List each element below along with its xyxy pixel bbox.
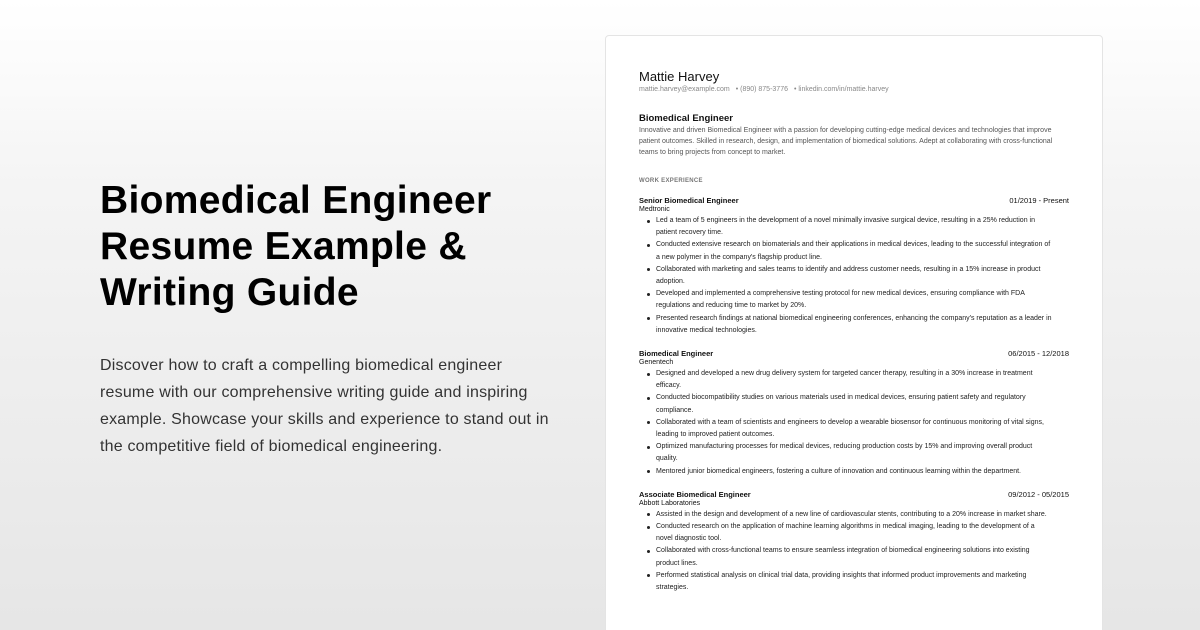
resume-summary: Innovative and driven Biomedical Engineer with a passion for developing cutting-edge medical devices and technologies that improve patient outcomes. Skilled in research, design, and implementation of biomedical solutions. Adept at collaborating with cross-functional teams to bring projects from concept to market. bbox=[639, 127, 1053, 156]
job-header bbox=[639, 490, 1069, 499]
job-bullet: Mentored junior biomedical engineers, fostering a culture of innovation and continuous learning within the department. bbox=[645, 466, 1053, 478]
contact-linkedin: • linkedin.com/in/mattie.harvey bbox=[793, 86, 889, 93]
job-bullets bbox=[639, 509, 1069, 594]
resume-title: Biomedical Engineer bbox=[639, 113, 733, 124]
job-bullets bbox=[639, 368, 1069, 478]
job-bullet: Conducted research on the application of machine learning algorithms in medical imaging, leading to the development of a novel diagnostic tool. bbox=[645, 521, 1053, 545]
resume-name: Mattie Harvey bbox=[639, 69, 720, 84]
job-dates: 01/2019 - Present bbox=[1009, 196, 1069, 205]
job-header bbox=[639, 196, 1069, 205]
job-dates: 09/2012 - 05/2015 bbox=[1008, 489, 1069, 499]
section-heading-work: WORK EXPERIENCE bbox=[639, 178, 703, 184]
job-bullet: Designed and developed a new drug delivery system for targeted cancer therapy, resulting in a 30% increase in treatment efficacy. bbox=[645, 368, 1053, 392]
job-title: Associate Biomedical Engineer bbox=[639, 489, 751, 499]
job-company: Abbott Laboratories bbox=[639, 499, 701, 507]
job-bullet: Led a team of 5 engineers in the development of a novel minimally invasive surgical device, resulting in a 25% reduction in patient recovery time. bbox=[645, 215, 1053, 239]
job-header bbox=[639, 349, 1069, 358]
resume-contact bbox=[639, 86, 1069, 93]
job-bullet: Developed and implemented a comprehensive testing protocol for new medical devices, ensuring compliance with FDA regulations and reducing time to market by 20%. bbox=[645, 288, 1053, 312]
job-bullet: Performed statistical analysis on clinical trial data, providing insights that informed product improvements and marketing strategies. bbox=[645, 570, 1053, 594]
work-experience-list bbox=[639, 196, 1069, 594]
job-entry bbox=[639, 490, 1069, 594]
job-company: Medtronic bbox=[639, 206, 670, 213]
job-entry bbox=[639, 196, 1069, 337]
resume-preview bbox=[605, 35, 1103, 630]
job-bullets bbox=[639, 215, 1069, 337]
job-bullet: Collaborated with cross-functional teams to ensure seamless integration of biomedical engineering solutions into existing product lines. bbox=[645, 545, 1053, 569]
job-bullet: Presented research findings at national biomedical engineering conferences, enhancing the company's reputation as a leader in innovative medical technologies. bbox=[645, 313, 1053, 337]
job-bullet: Optimized manufacturing processes for medical devices, reducing production costs by 15% and improving overall product quality. bbox=[645, 441, 1053, 465]
page-title: Biomedical Engineer Resume Example & Writing Guide bbox=[100, 179, 492, 314]
job-title: Biomedical Engineer bbox=[639, 349, 714, 359]
job-company: Genentech bbox=[639, 359, 674, 367]
contact-phone: • (890) 875-3776 bbox=[735, 86, 788, 93]
job-bullet: Conducted extensive research on biomaterials and their applications in medical devices, leading to the successful integration of a new polymer in the company's flagship product line. bbox=[645, 239, 1053, 263]
contact-email: mattie.harvey@example.com bbox=[639, 86, 730, 93]
job-bullet: Conducted biocompatibility studies on various materials used in medical devices, ensuring patient safety and regulatory compliance. bbox=[645, 392, 1053, 416]
job-title: Senior Biomedical Engineer bbox=[639, 196, 739, 205]
job-bullet: Assisted in the design and development of a new line of cardiovascular stents, contributing to a 20% increase in market share. bbox=[645, 509, 1053, 521]
job-entry bbox=[639, 349, 1069, 478]
job-bullet: Collaborated with marketing and sales teams to identify and address customer needs, resulting in a 15% increase in product adoption. bbox=[645, 264, 1053, 288]
page-description: Discover how to craft a compelling biomedical engineer resume with our comprehensive writing guide and inspiring example. Showcase your skills and experience to stand out in the competitive field of biomedical engineering. bbox=[100, 357, 549, 455]
job-bullet: Collaborated with a team of scientists and engineers to develop a wearable biosensor for continuous monitoring of vital signs, leading to improved patient outcomes. bbox=[645, 417, 1053, 441]
job-dates: 06/2015 - 12/2018 bbox=[1008, 349, 1069, 359]
